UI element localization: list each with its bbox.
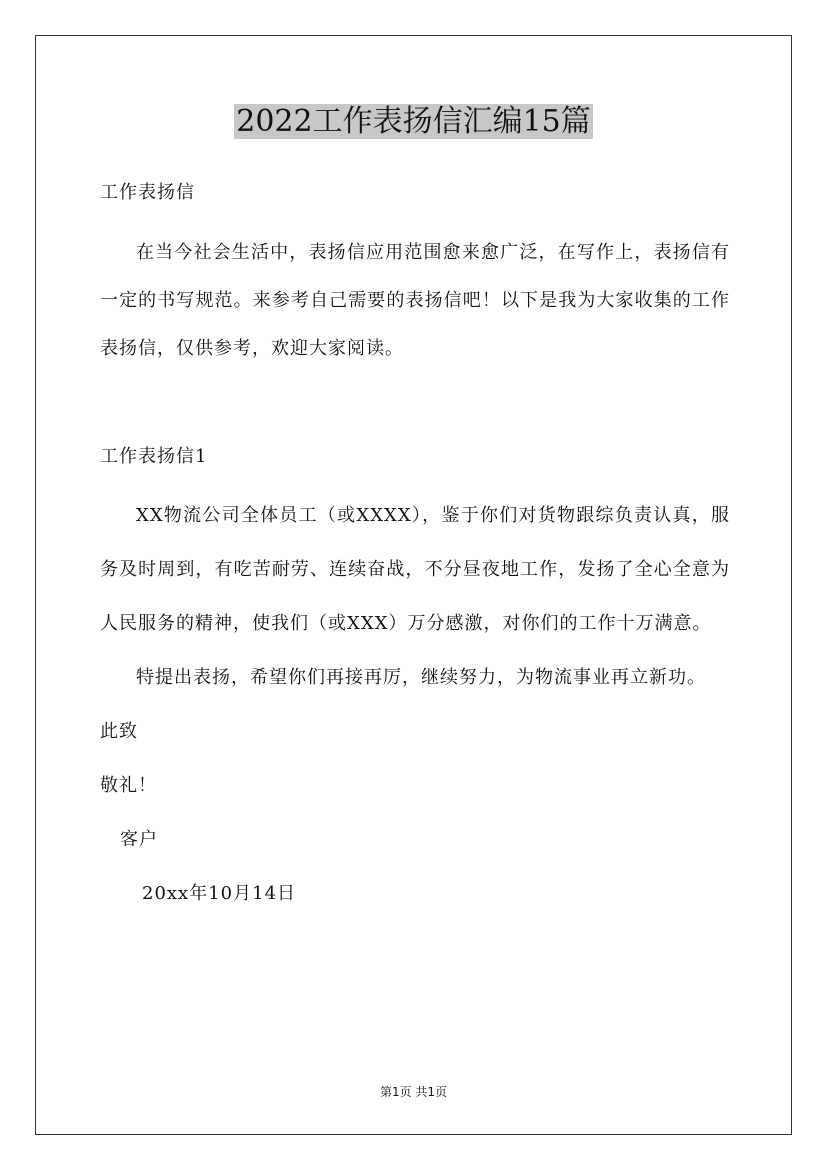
page-footer [0,1083,827,1100]
document-title-block [0,101,827,143]
body-paragraph-2: 特提出表扬，希望你们再接再厉，继续努力，为物流事业再立新功。 [136,667,706,688]
signature: 客户 [120,829,158,850]
page-indicator: 第1页 共1页 [379,1085,448,1099]
section-heading: 工作表扬信1 [100,446,208,467]
letter-date: 20xx年10月14日 [142,883,297,904]
body-paragraph-1: XX物流公司全体员工（或XXXX），鉴于你们对货物跟综负责认真，服务及时周到，有吃苦耐劳、连续奋战，不分昼夜地工作，发扬了全心全意为人民服务的精神，使我们（或XXX）万分感激，对你们的工作十万满意。 [100,505,730,634]
closing-line-2: 敬礼！ [100,775,157,796]
document-body [100,175,730,921]
spacer [100,373,730,439]
intro-heading: 工作表扬信 [100,182,195,203]
document-title: 2022工作表扬信汇编15篇 [236,104,591,139]
intro-paragraph: 在当今社会生活中，表扬信应用范围愈来愈广泛，在写作上，表扬信有一定的书写规范。来参考自己需要的表扬信吧！以下是我为大家收集的工作表扬信，仅供参考，欢迎大家阅读。 [100,242,730,359]
closing-line-1: 此致 [100,721,138,742]
